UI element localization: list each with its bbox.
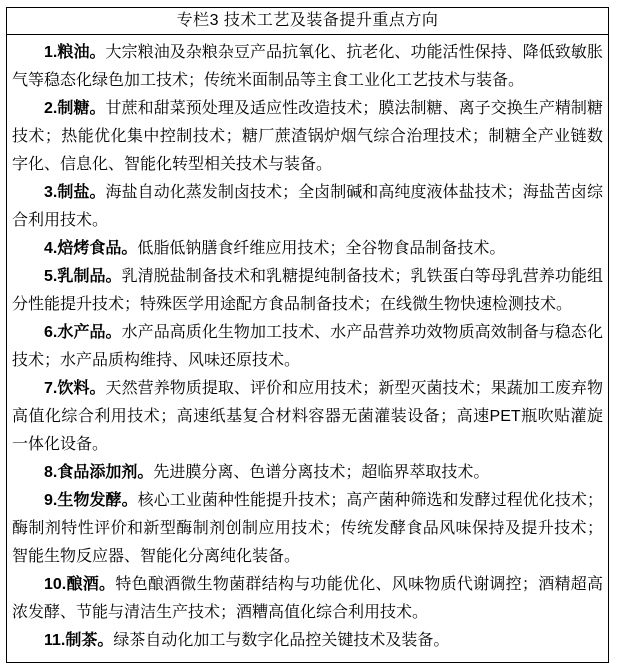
item-label: 2.制糖。 [44, 100, 106, 117]
item-tea [12, 627, 603, 655]
item-text: 绿茶自动化加工与数字化品控关键技术及装备。 [113, 632, 450, 649]
item-label: 8.食品添加剂。 [44, 464, 154, 481]
item-text: 核心工业菌种性能提升技术；高产菌种筛选和发酵过程优化技术；酶制剂特性评价和新型酶制剂创制应用技术；传统发酵食品风味保持及提升技术；智能生物反应器、智能化分离纯化装备。 [12, 492, 603, 565]
item-label: 1.粮油。 [44, 44, 106, 61]
item-beverage [12, 375, 603, 459]
item-label: 7.饮料。 [44, 380, 106, 397]
item-text: 大宗粮油及杂粮杂豆产品抗氧化、抗老化、功能活性保持、降低致敏胀气等稳态化绿色加工技术；传统米面制品等主食工业化工艺技术与装备。 [12, 44, 603, 89]
item-sugar [12, 95, 603, 179]
item-label: 10.酿酒。 [44, 576, 116, 593]
item-text: 乳清脱盐制备技术和乳糖提纯制备技术；乳铁蛋白等母乳营养功能组分性能提升技术；特殊医学用途配方食品制备技术；在线微生物快速检测技术。 [12, 268, 603, 313]
item-aquatic [12, 319, 603, 375]
item-grain-oil [12, 39, 603, 95]
item-label: 5.乳制品。 [44, 268, 122, 285]
item-baked-food [12, 235, 603, 263]
item-label: 6.水产品。 [44, 324, 122, 341]
item-bio-fermentation [12, 487, 603, 571]
item-text: 低脂低钠膳食纤维应用技术；全谷物食品制备技术。 [137, 240, 506, 257]
item-dairy [12, 263, 603, 319]
item-label: 3.制盐。 [44, 184, 106, 201]
item-text: 水产品高质化生物加工技术、水产品营养功效物质高效制备与稳态化技术；水产品质构维持、风味还原技术。 [12, 324, 603, 369]
item-text: 海盐自动化蒸发制卤技术；全卤制碱和高纯度液体盐技术；海盐苦卤综合利用技术。 [12, 184, 603, 229]
item-text: 特色酿酒微生物菌群结构与功能优化、风味物质代谢调控；酒精超高浓发酵、节能与清洁生产技术；酒糟高值化综合利用技术。 [12, 576, 603, 621]
feature-box [6, 7, 609, 663]
item-salt [12, 179, 603, 235]
item-text: 先进膜分离、色谱分离技术；超临界萃取技术。 [153, 464, 490, 481]
item-text: 甘蔗和甜菜预处理及适应性改造技术；膜法制糖、离子交换生产精制糖技术；热能优化集中控制技术；糖厂蔗渣锅炉烟气综合治理技术；制糖全产业链数字化、信息化、智能化转型相关技术与装备。 [12, 100, 603, 173]
item-label: 11.制茶。 [44, 632, 114, 649]
panel-title: 专栏3 技术工艺及装备提升重点方向 [7, 8, 608, 35]
panel-body [7, 35, 608, 662]
item-label: 4.焙烤食品。 [44, 240, 138, 257]
item-brewing [12, 571, 603, 627]
item-food-additive [12, 459, 603, 487]
item-label: 9.生物发酵。 [44, 492, 138, 509]
item-text: 天然营养物质提取、评价和应用技术；新型灭菌技术；果蔬加工废弃物高值化综合利用技术；高速纸基复合材料容器无菌灌装设备；高速PET瓶吹贴灌旋一体化设备。 [12, 380, 603, 453]
